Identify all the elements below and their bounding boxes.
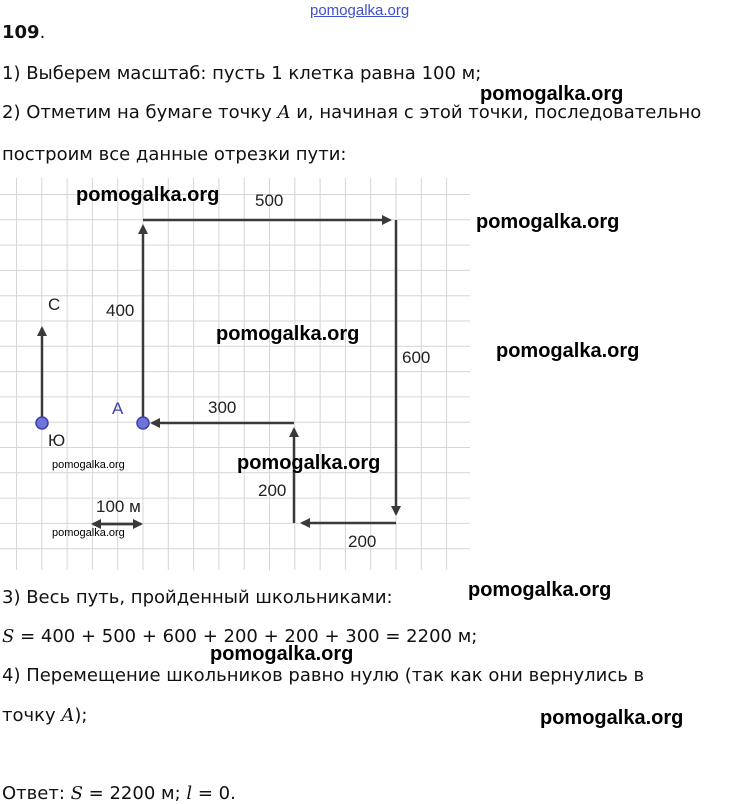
watermark: pomogalka.org bbox=[76, 184, 220, 206]
grid-lines bbox=[0, 178, 470, 570]
problem-number bbox=[2, 22, 45, 43]
step-2-part-a: 2) Отметим на бумаге точку bbox=[2, 102, 278, 123]
formula-variable-s: S bbox=[2, 626, 15, 647]
answer-prefix: Ответ: bbox=[2, 783, 71, 804]
step-4-part-b1: точку bbox=[2, 705, 62, 726]
watermark: pomogalka.org bbox=[237, 452, 381, 474]
watermark: pomogalka.org bbox=[476, 211, 620, 233]
watermark: pomogalka.org bbox=[468, 579, 612, 601]
label-200-north: 200 bbox=[258, 481, 287, 500]
problem-number-suffix: . bbox=[39, 22, 46, 43]
watermark: pomogalka.org bbox=[210, 643, 354, 665]
south-label: Ю bbox=[48, 431, 66, 450]
answer-line bbox=[2, 783, 236, 804]
problem-number-value: 109 bbox=[2, 22, 40, 43]
point-a bbox=[137, 417, 149, 429]
label-600: 600 bbox=[402, 348, 431, 367]
label-400: 400 bbox=[106, 301, 135, 320]
watermark: pomogalka.org bbox=[496, 340, 640, 362]
step-2-continuation: построим все данные отрезки пути: bbox=[2, 144, 347, 165]
path-diagram bbox=[0, 178, 470, 570]
watermark-small: pomogalka.org bbox=[52, 527, 125, 539]
watermark: pomogalka.org bbox=[216, 323, 360, 345]
step-4-continuation bbox=[2, 705, 87, 726]
compass-origin-point bbox=[36, 417, 48, 429]
label-200-west: 200 bbox=[348, 532, 377, 551]
point-a-symbol: A bbox=[277, 102, 291, 123]
step-4-text: 4) Перемещение школьников равно нулю (так как они вернулись в bbox=[2, 665, 645, 686]
step-3-text: 3) Весь путь, пройденный школьниками: bbox=[2, 587, 393, 608]
label-300: 300 bbox=[208, 398, 237, 417]
step-2-part-b: и, начиная с этой точки, последовательно bbox=[290, 102, 702, 123]
answer-s-value: = 2200 м; bbox=[82, 783, 187, 804]
north-label: С bbox=[48, 295, 61, 314]
step-4-point-a: A bbox=[61, 705, 75, 726]
answer-l-value: = 0. bbox=[192, 783, 236, 804]
formula-expression: = 400 + 500 + 600 + 200 + 200 + 300 = 2200 м; bbox=[14, 626, 478, 647]
answer-variable-l: l bbox=[186, 783, 193, 804]
step-1-text: 1) Выберем масштаб: пусть 1 клетка равна 100 м; bbox=[2, 63, 482, 84]
answer-variable-s: S bbox=[70, 783, 83, 804]
label-500: 500 bbox=[255, 191, 284, 210]
watermark-small: pomogalka.org bbox=[52, 459, 125, 471]
step-4-part-b2: ); bbox=[74, 705, 88, 726]
watermark: pomogalka.org bbox=[540, 707, 684, 729]
scale-label: 100 м bbox=[96, 497, 141, 516]
watermark: pomogalka.org bbox=[480, 83, 624, 105]
point-a-label: А bbox=[112, 399, 124, 418]
top-watermark-link[interactable]: pomogalka.org bbox=[310, 2, 410, 19]
